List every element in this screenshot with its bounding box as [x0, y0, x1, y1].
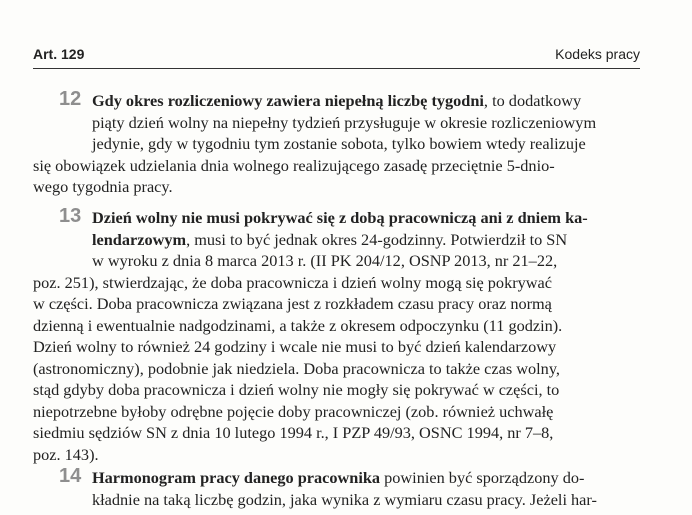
paragraph-line: kładnie na taką liczbę godzin, jaka wynika z wymiaru czasu pracy. Jeżeli har-: [92, 489, 597, 509]
bold-lead: Harmonogram pracy danego pracownika: [92, 468, 381, 487]
paragraph-line: [33, 90, 641, 112]
article-number: Art. 129: [33, 46, 85, 62]
running-header: [33, 44, 640, 66]
paragraph-line: wego tygodnia pracy.: [33, 177, 173, 196]
paragraph-line: [33, 207, 641, 229]
paragraph-number: 13: [59, 205, 82, 227]
paragraph-13: [33, 207, 641, 465]
paragraph-line: Dzień wolny to również 24 godziny i wcale nie musi to być dzień kalendarzowy: [33, 337, 557, 356]
paragraph-14: [33, 467, 641, 510]
paragraph-line: w wyroku z dnia 8 marca 2013 r. (II PK 204/12, OSNP 2013, nr 21–22,: [92, 251, 558, 270]
paragraph-line: się obowiązek udzielania dnia wolnego realizującego zasadę przeciętnie 5-dnio-: [33, 155, 555, 175]
paragraph-line: poz. 251), stwierdzając, że doba pracownicza i dzień wolny mogą się pokrywać: [33, 272, 552, 292]
paragraph-line: [33, 229, 641, 251]
paragraph-number: 14: [59, 465, 82, 487]
paragraph-number: 12: [59, 88, 82, 110]
bold-lead: Dzień wolny nie musi pokrywać się z dobą pracowniczą ani z dniem ka-: [92, 208, 588, 227]
paragraph-line: (astronomiczny), podobnie jak niedziela. Doba pracownicza to także czas wolny,: [33, 358, 560, 378]
paragraph-line: w części. Doba pracownicza związana jest z rozkładem czasu pracy oraz normą: [33, 294, 552, 313]
paragraph-line: piąty dzień wolny na niepełny tydzień przysługuje w okresie rozliczeniowym: [92, 112, 597, 132]
bold-lead-continued: lendarzowym: [92, 229, 187, 249]
paragraph-line: stąd gdyby doba pracownicza i dzień wolny nie mogły się pokrywać w części, to: [33, 380, 560, 399]
paragraph-12: [33, 90, 641, 198]
bold-lead: Gdy okres rozliczeniowy zawiera niepełną liczbę tygodni: [92, 91, 484, 110]
paragraph-line: poz. 143).: [33, 444, 99, 464]
paragraph-line: dzienną i ewentualnie nadgodzinami, a także z okresem odpoczynku (11 godzin).: [33, 315, 563, 335]
paragraph-text: powinien być sporządzony do-: [380, 468, 585, 487]
paragraph-line: niepotrzebne byłoby odrębne pojęcie doby pracowniczej (zob. również uchwałę: [33, 401, 554, 421]
paragraph-text: , to dodatkowy: [483, 91, 582, 110]
paragraph-line: siedmiu sędziów SN z dnia 10 lutego 1994 r., I PZP 49/93, OSNC 1994, nr 7–8,: [33, 423, 554, 442]
paragraph-line: jedynie, gdy w tygodniu tym zostanie sobota, tylko bowiem wtedy realizuje: [92, 134, 586, 153]
paragraph-line: [33, 467, 641, 489]
paragraph-text: , musi to być jednak okres 24-godzinny. Potwierdził to SN: [186, 229, 568, 249]
book-title: Kodeks pracy: [555, 46, 640, 62]
header-rule: [33, 68, 640, 69]
